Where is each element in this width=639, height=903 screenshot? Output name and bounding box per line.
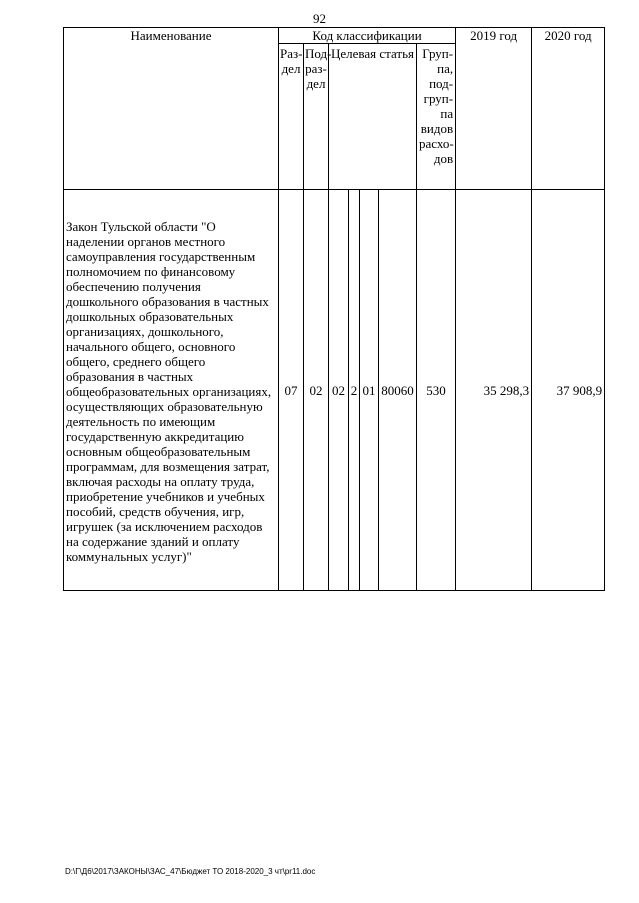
row-target-subprogram: 2	[349, 190, 360, 591]
row-value-2019: 35 298,3	[456, 190, 532, 591]
row-name: Закон Тульской области "О наделении органов местного самоуправления государственным полномочием по финансовому обеспечению получения дошкольного образования в частных дошкольных образовательных организациях, дошкольного, начального общего, основного общего, среднего общего образования в частных общеобразовательных организациях, осуществляющих образовательную деятельность по имеющим государственную аккредитацию основным общеобразовательным программам, для возмещения затрат, включая расходы на оплату труда, приобретение учебников и учебных пособий, средств обучения, игр, игрушек (за исключением расходов на содержание зданий и оплату коммунальных услуг)"	[64, 190, 279, 591]
header-2019: 2019 год	[456, 28, 532, 190]
row-target-direction: 80060	[379, 190, 417, 591]
row-target-main-event: 01	[360, 190, 379, 591]
header-expense-group: Груп- па, под- груп- па видов расхо- дов	[417, 44, 456, 190]
budget-table	[63, 27, 605, 591]
footer-file-path: D:\Г\Д6\2017\ЗАКОНЫ\ЗАС_47\Бюджет ТО 2018-2020_3 чт\pr11.doc	[65, 867, 316, 876]
row-expense-group: 530	[417, 190, 456, 591]
header-target-article: Целевая статья	[329, 44, 417, 190]
header-section: Раз- дел	[279, 44, 304, 190]
row-target-program: 02	[329, 190, 349, 591]
row-section: 07	[279, 190, 304, 591]
header-classification-code: Код классификации	[279, 28, 456, 44]
row-value-2020: 37 908,9	[532, 190, 605, 591]
header-2020: 2020 год	[532, 28, 605, 190]
header-subsection: Под- раз- дел	[304, 44, 329, 190]
page-number: 92	[313, 11, 326, 26]
row-subsection: 02	[304, 190, 329, 591]
header-name: Наименование	[64, 28, 279, 190]
